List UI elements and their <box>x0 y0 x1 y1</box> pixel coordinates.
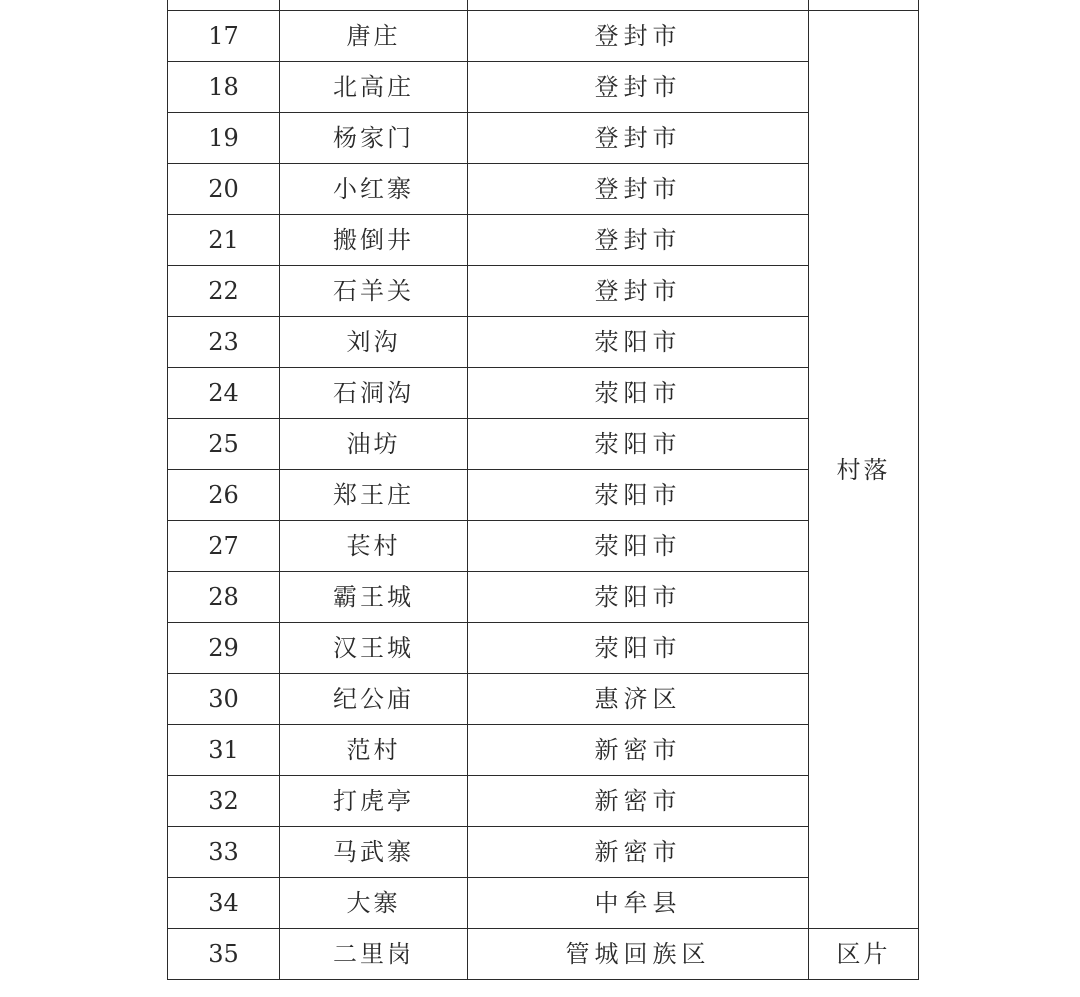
row-number: 19 <box>168 113 280 164</box>
cell-empty <box>168 0 280 11</box>
region-name: 惠济区 <box>468 674 809 725</box>
region-name: 荥阳市 <box>468 470 809 521</box>
row-number: 32 <box>168 776 280 827</box>
site-name: 范村 <box>280 725 468 776</box>
region-name: 荥阳市 <box>468 521 809 572</box>
site-name: 石羊关 <box>280 266 468 317</box>
row-number: 27 <box>168 521 280 572</box>
table-row <box>168 827 919 878</box>
row-number: 23 <box>168 317 280 368</box>
site-name: 油坊 <box>280 419 468 470</box>
table-row <box>168 266 919 317</box>
site-name: 石洞沟 <box>280 368 468 419</box>
table-row <box>168 623 919 674</box>
region-name: 新密市 <box>468 725 809 776</box>
cell-empty <box>280 0 468 11</box>
region-name: 登封市 <box>468 11 809 62</box>
row-number: 20 <box>168 164 280 215</box>
region-name: 荥阳市 <box>468 317 809 368</box>
table-row <box>168 521 919 572</box>
table-row <box>168 674 919 725</box>
cell-empty <box>468 0 809 11</box>
table-row <box>168 164 919 215</box>
site-name: 北高庄 <box>280 62 468 113</box>
row-number: 18 <box>168 62 280 113</box>
row-number: 30 <box>168 674 280 725</box>
region-name: 登封市 <box>468 164 809 215</box>
site-name: 纪公庙 <box>280 674 468 725</box>
cell-empty <box>809 0 919 11</box>
region-name: 登封市 <box>468 113 809 164</box>
site-name: 汉王城 <box>280 623 468 674</box>
site-name: 二里岗 <box>280 929 468 980</box>
table-row <box>168 215 919 266</box>
table-row <box>168 725 919 776</box>
row-number: 24 <box>168 368 280 419</box>
table-row-partial <box>168 0 919 11</box>
region-name: 登封市 <box>468 62 809 113</box>
heritage-list-table <box>167 0 919 980</box>
site-name: 苌村 <box>280 521 468 572</box>
site-name: 搬倒井 <box>280 215 468 266</box>
row-number: 34 <box>168 878 280 929</box>
table-row <box>168 878 919 929</box>
table-row <box>168 368 919 419</box>
row-number: 35 <box>168 929 280 980</box>
category-village: 村落 <box>809 11 919 929</box>
site-name: 刘沟 <box>280 317 468 368</box>
region-name: 新密市 <box>468 827 809 878</box>
row-number: 25 <box>168 419 280 470</box>
table-row <box>168 572 919 623</box>
row-number: 26 <box>168 470 280 521</box>
site-name: 大寨 <box>280 878 468 929</box>
site-name: 杨家门 <box>280 113 468 164</box>
site-name: 霸王城 <box>280 572 468 623</box>
row-number: 17 <box>168 11 280 62</box>
table-row <box>168 113 919 164</box>
table-row <box>168 419 919 470</box>
row-number: 29 <box>168 623 280 674</box>
region-name: 荥阳市 <box>468 368 809 419</box>
region-name: 荥阳市 <box>468 623 809 674</box>
row-number: 33 <box>168 827 280 878</box>
site-name: 马武寨 <box>280 827 468 878</box>
row-number: 22 <box>168 266 280 317</box>
region-name: 新密市 <box>468 776 809 827</box>
table-row <box>168 11 919 62</box>
row-number: 31 <box>168 725 280 776</box>
region-name: 荥阳市 <box>468 572 809 623</box>
site-name: 小红寨 <box>280 164 468 215</box>
region-name: 中牟县 <box>468 878 809 929</box>
table-row <box>168 62 919 113</box>
site-name: 唐庄 <box>280 11 468 62</box>
table-row <box>168 470 919 521</box>
category-district: 区片 <box>809 929 919 980</box>
region-name: 登封市 <box>468 266 809 317</box>
site-name: 打虎亭 <box>280 776 468 827</box>
region-name: 荥阳市 <box>468 419 809 470</box>
region-name: 登封市 <box>468 215 809 266</box>
table-row <box>168 317 919 368</box>
row-number: 21 <box>168 215 280 266</box>
table-row <box>168 776 919 827</box>
table-row <box>168 929 919 980</box>
site-name: 郑王庄 <box>280 470 468 521</box>
row-number: 28 <box>168 572 280 623</box>
region-name: 管城回族区 <box>468 929 809 980</box>
